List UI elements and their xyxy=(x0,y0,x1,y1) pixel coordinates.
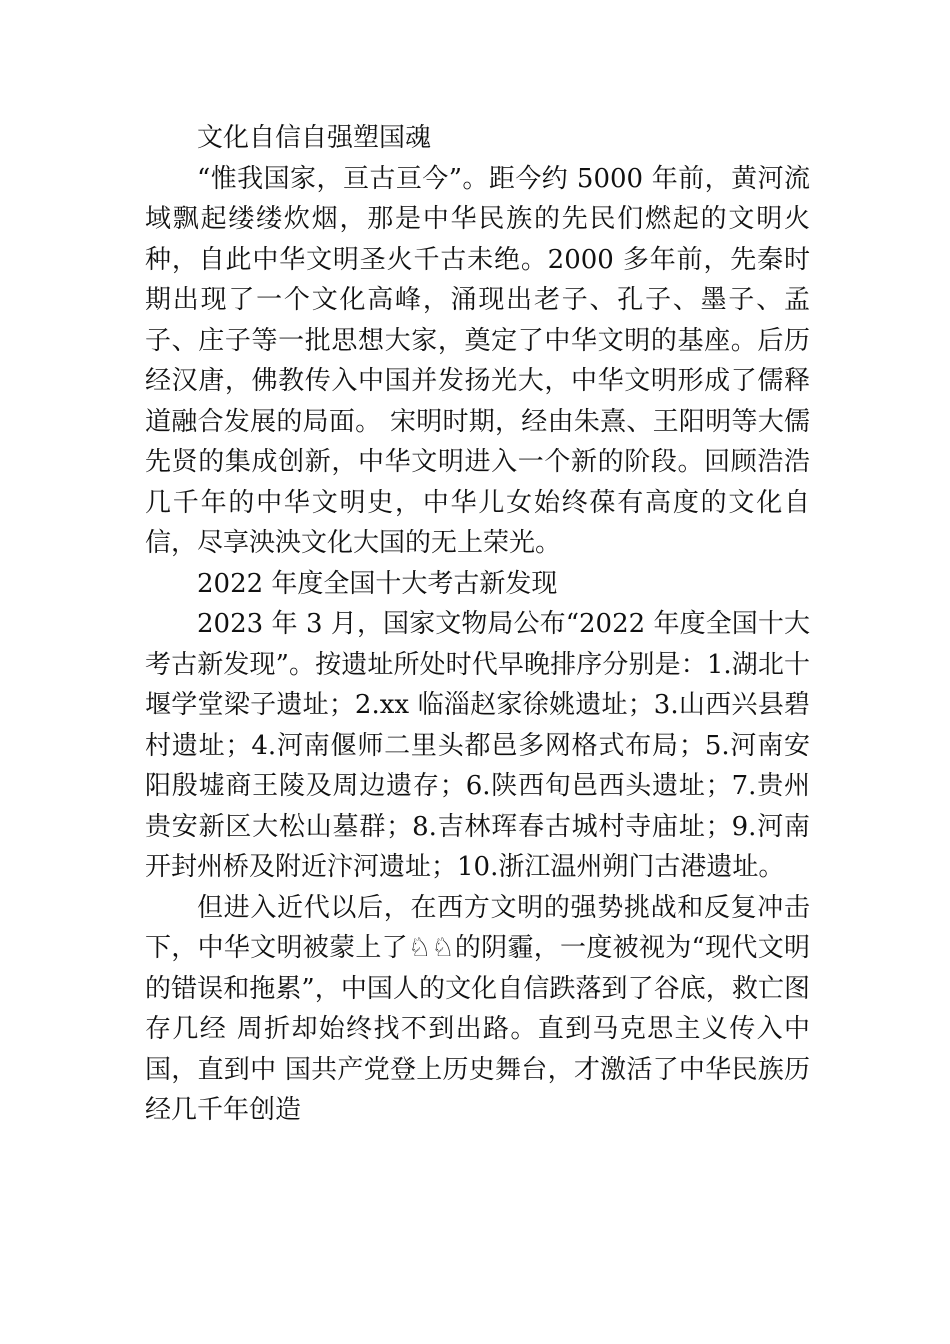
document-body xyxy=(145,118,810,1131)
paragraph: 但进入近代以后，在西方文明的强势挑战和反复冲击下，中华文明被蒙上了♘♘的阴霾，一度被视为“现代文明的错误和拖累”，中国人的文化自信跌落到了谷底，救亡图存几经 周折却始终找不到出路。直到马克思主义传入中国，直到中 国共产党登上历史舞台，才激活了中华民族历经几千年创造 xyxy=(145,892,810,1125)
document-title: 文化自信自强塑国魂 xyxy=(197,123,432,153)
paragraph: 2023 年 3 月，国家文物局公布“2022 年度全国十大考古新发现”。按遗址所处时代早晚排序分别是：1.湖北十堰学堂梁子遗址；2.xx 临淄赵家徐姚遗址；3.山西兴县碧村遗址；4.河南偃师二里头都邑多网格式布局；5.河南安阳殷墟商王陵及周边遗存；6.陕西旬邑西头遗址；7.贵州贵安新区大松山墓群；8.吉林珲春古城村寺庙址；9.河南开封州桥及附近汴河遗址；10.浙江温州朔门古港遗址。 xyxy=(145,609,810,882)
section-heading: 2022 年度全国十大考古新发现 xyxy=(197,568,558,599)
paragraph: “惟我国家，亘古亘今”。距今约 5000 年前，黄河流域飘起缕缕炊烟，那是中华民族的先民们燃起的文明火种，自此中华文明圣火千古未绝。2000 多年前，先秦时期出现了一个文化高峰，涌现出老子、孔子、墨子、孟子、庄子等一批思想大家，奠定了中华文明的基座。后历经汉唐，佛教传入中国并发扬光大，中华文明形成了儒释道融合发展的局面。 宋明时期，经由朱熹、王阳明等大儒先贤的集成创新，中华文明进入一个新的阶段。回顾浩浩几千年的中华文明史，中华儿女始终葆有高度的文化自信，尽享泱泱文化大国的无上荣光。 xyxy=(145,163,810,558)
